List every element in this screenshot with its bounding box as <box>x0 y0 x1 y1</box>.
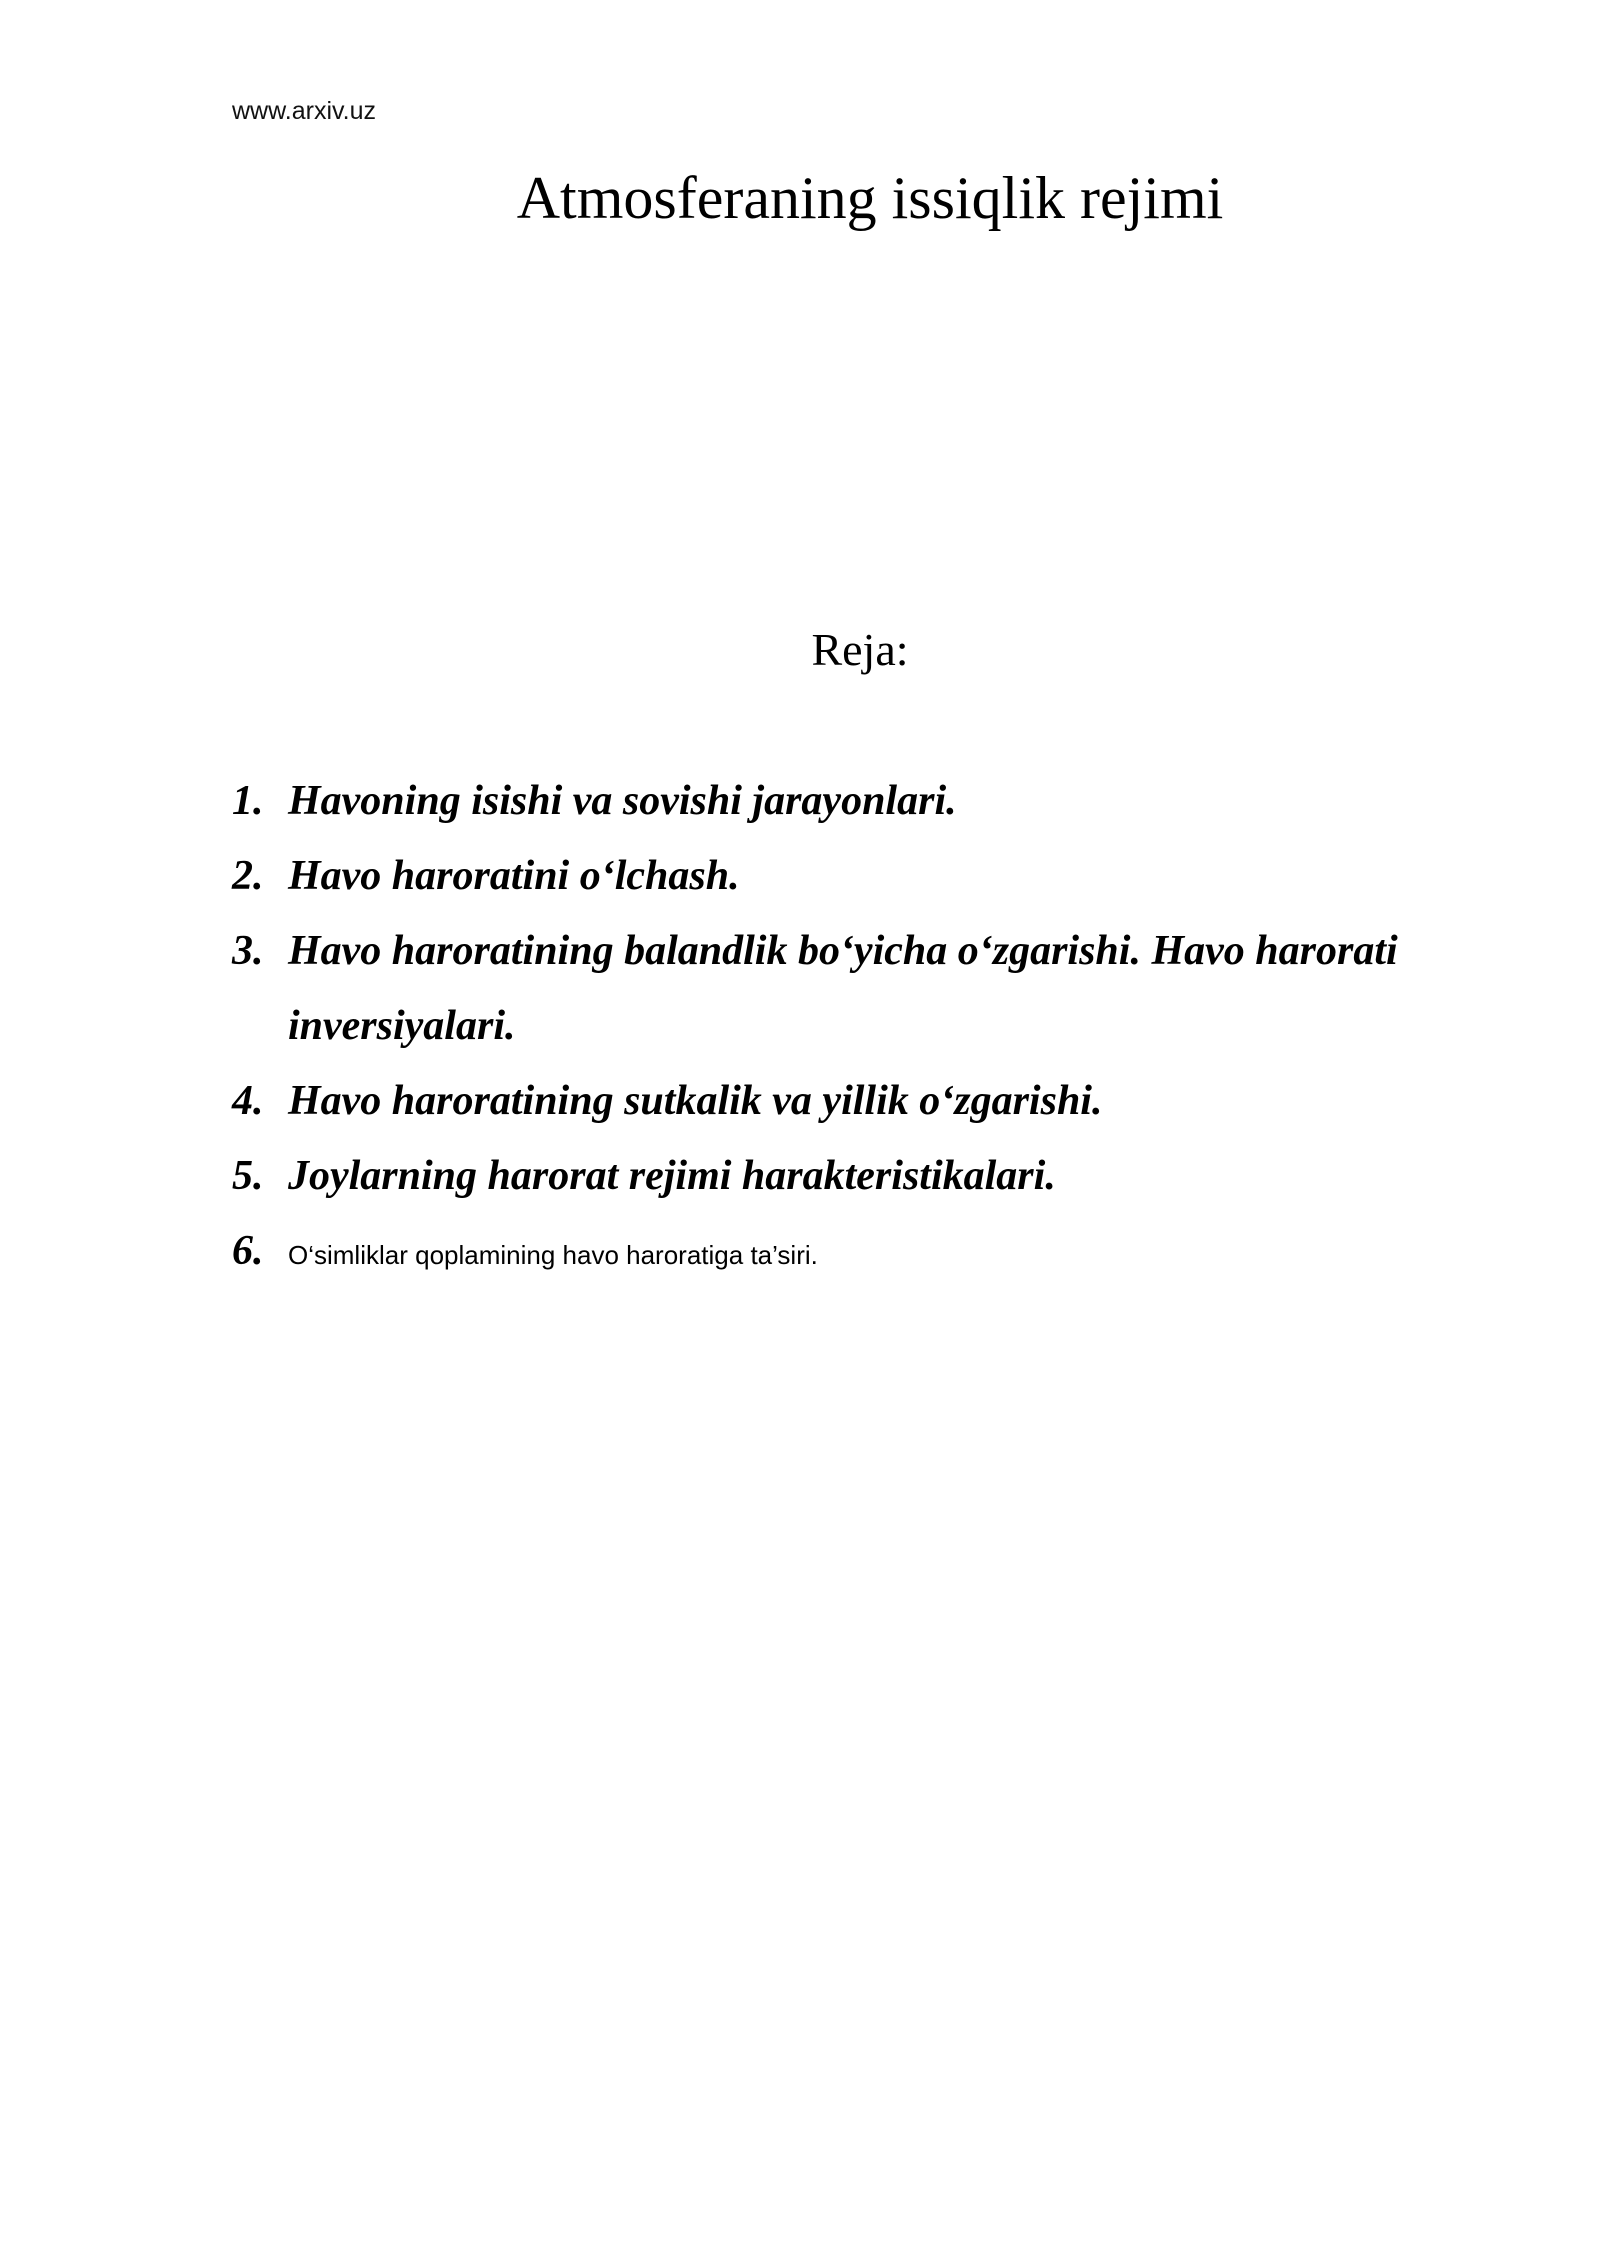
plan-item <box>232 1214 1462 1293</box>
plan-item <box>232 839 1462 914</box>
plan-item-text: Havo haroratini o‘lchash. <box>288 853 740 899</box>
plan-item <box>232 764 1462 839</box>
plan-item-text: Havoning isishi va sovishi jarayonlari. <box>288 778 957 824</box>
plan-item-number: 5. <box>232 1153 264 1199</box>
plan-item-number: 2. <box>232 853 264 899</box>
plan-item <box>232 1064 1462 1139</box>
plan-item <box>232 914 1462 1064</box>
plan-heading: Reja: <box>811 624 909 675</box>
document-title: Atmosferaning issiqlik rejimi <box>516 165 1224 231</box>
plan-item-number: 6. <box>232 1228 264 1274</box>
site-header: www.arxiv.uz <box>232 97 377 125</box>
plan-item-text: Havo haroratining balandlik bo‘yicha o‘zgarishi. Havo harorati inversiyalari. <box>288 928 1398 1049</box>
plan-item-text: Havo haroratining sutkalik va yillik o‘zgarishi. <box>288 1078 1103 1124</box>
plan-item-number: 1. <box>232 778 264 824</box>
plan-item <box>232 1139 1462 1214</box>
plan-item-text: O‘simliklar qoplamining havo haroratiga ta’siri. <box>288 1240 818 1270</box>
plan-item-text: Joylarning harorat rejimi harakteristikalari. <box>288 1153 1056 1199</box>
plan-item-number: 4. <box>232 1078 264 1124</box>
plan-list <box>232 764 1462 1293</box>
plan-item-number: 3. <box>232 928 264 974</box>
